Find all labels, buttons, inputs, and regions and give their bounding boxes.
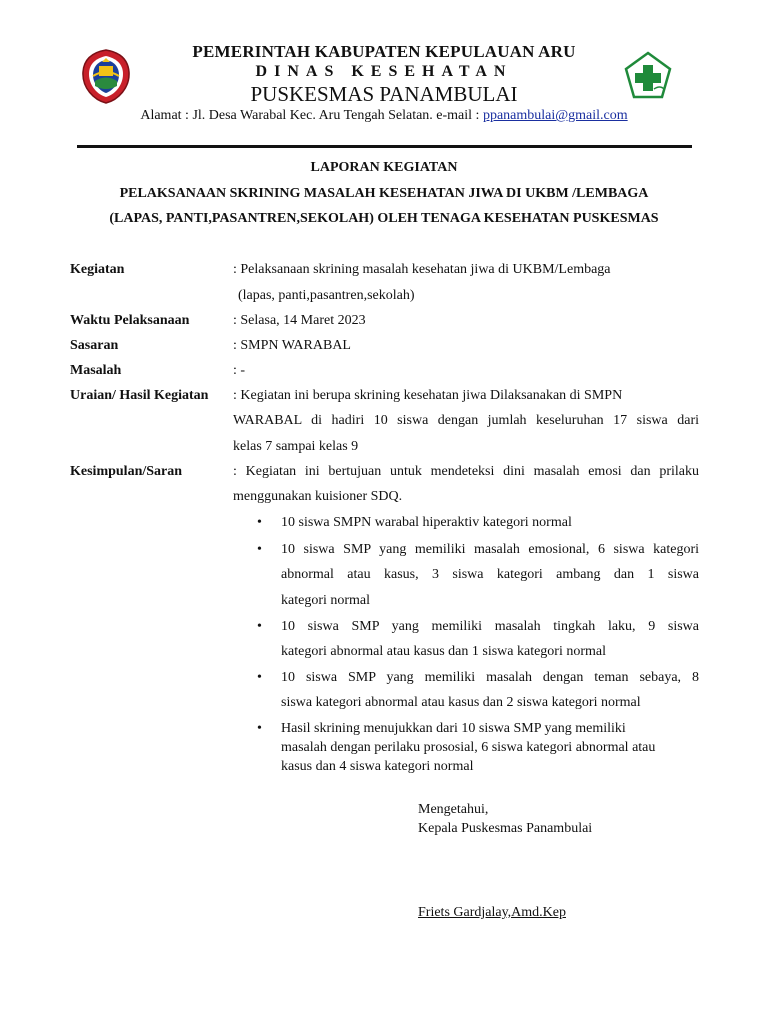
- kesimpulan-value-line2: menggunakan kuisioner SDQ.: [233, 489, 403, 504]
- waktu-label: Waktu Pelaksanaan: [70, 313, 190, 328]
- masalah-value: : -: [233, 363, 246, 378]
- bullet-marker: •: [257, 515, 262, 530]
- bullet-item-3-line1: 10 siswa SMP yang memiliki masalah tingkah laku, 9 siswa: [281, 619, 699, 634]
- waktu-value: : Selasa, 14 Maret 2023: [233, 313, 366, 328]
- kesimpulan-label: Kesimpulan/Saran: [70, 464, 183, 479]
- uraian-value-line3: kelas 7 sampai kelas 9: [233, 439, 359, 454]
- masalah-label: Masalah: [70, 363, 122, 378]
- bullet-marker: •: [257, 542, 262, 557]
- uraian-value-line1: : Kegiatan ini berupa skrining kesehatan jiwa Dilaksanakan di SMPN: [233, 388, 623, 403]
- bullet-item-4-line1: 10 siswa SMP yang memiliki masalah dengan teman sebaya, 8: [281, 670, 699, 685]
- bullet-item-2-line3: kategori normal: [281, 593, 371, 608]
- bullet-marker: •: [257, 619, 262, 634]
- signature-name-text: Friets Gardjalay,Amd.Kep: [418, 905, 566, 920]
- sasaran-value: : SMPN WARABAL: [233, 338, 351, 353]
- bullet-item-5-line3: kasus dan 4 siswa kategori normal: [281, 759, 474, 774]
- report-subtitle-line1: PELAKSANAAN SKRINING MASALAH KESEHATAN JIWA DI UKBM /LEMBAGA: [119, 186, 649, 201]
- uraian-label: Uraian/ Hasil Kegiatan: [70, 388, 209, 403]
- uraian-value-line2: WARABAL di hadiri 10 siswa dengan jumlah keseluruhan 17 siswa dari: [233, 413, 699, 428]
- bullet-item-4-line2: siswa kategori abnormal atau kasus dan 2 siswa kategori normal: [281, 695, 641, 710]
- header-puskesmas-name: PUSKESMAS PANAMBULAI: [250, 82, 518, 106]
- bullet-item-5-line2: masalah dengan perilaku prososial, 6 siswa kategori abnormal atau: [281, 740, 656, 755]
- kesimpulan-value-line1: : Kegiatan ini bertujuan untuk mendeteksi dini masalah emosi dan prilaku: [233, 464, 699, 479]
- bullet-item-2-line1: 10 siswa SMP yang memiliki masalah emosional, 6 siswa kategori: [281, 542, 699, 557]
- bullet-marker: •: [257, 670, 262, 685]
- signature-position: Kepala Puskesmas Panambulai: [418, 821, 593, 836]
- signature-mengetahui: Mengetahui,: [418, 802, 489, 817]
- address-text: Alamat : Jl. Desa Warabal Kec. Aru Tengah Selatan. e-mail :: [140, 108, 483, 123]
- sasaran-label: Sasaran: [70, 338, 119, 353]
- header-department-name: DINAS KESEHATAN: [255, 63, 513, 80]
- report-subtitle-line2: (LAPAS, PANTI,PASANTREN,SEKOLAH) OLEH TENAGA KESEHATAN PUSKESMAS: [109, 211, 659, 226]
- header-divider: [77, 145, 692, 148]
- kegiatan-label: Kegiatan: [70, 262, 125, 277]
- kegiatan-value-line1: : Pelaksanaan skrining masalah kesehatan jiwa di UKBM/Lembaga: [233, 262, 611, 277]
- header-government-name: PEMERINTAH KABUPATEN KEPULAUAN ARU: [192, 42, 576, 61]
- bullet-item-1: 10 siswa SMPN warabal hiperaktiv kategori normal: [281, 515, 572, 530]
- report-title: LAPORAN KEGIATAN: [310, 160, 458, 175]
- bullet-item-2-line2: abnormal atau kasus, 3 siswa kategori ambang dan 1 siswa: [281, 567, 699, 582]
- bullet-marker: •: [257, 721, 262, 736]
- bullet-item-5-line1: Hasil skrining menujukkan dari 10 siswa SMP yang memiliki: [281, 721, 626, 736]
- email-link[interactable]: ppanambulai@gmail.com: [482, 108, 628, 123]
- bullet-item-3-line2: kategori abnormal atau kasus dan 1 siswa kategori normal: [281, 644, 607, 659]
- signature-name: [418, 905, 594, 921]
- header-address: [0, 108, 768, 124]
- kegiatan-value-line2: (lapas, panti,pasantren,sekolah): [238, 288, 415, 303]
